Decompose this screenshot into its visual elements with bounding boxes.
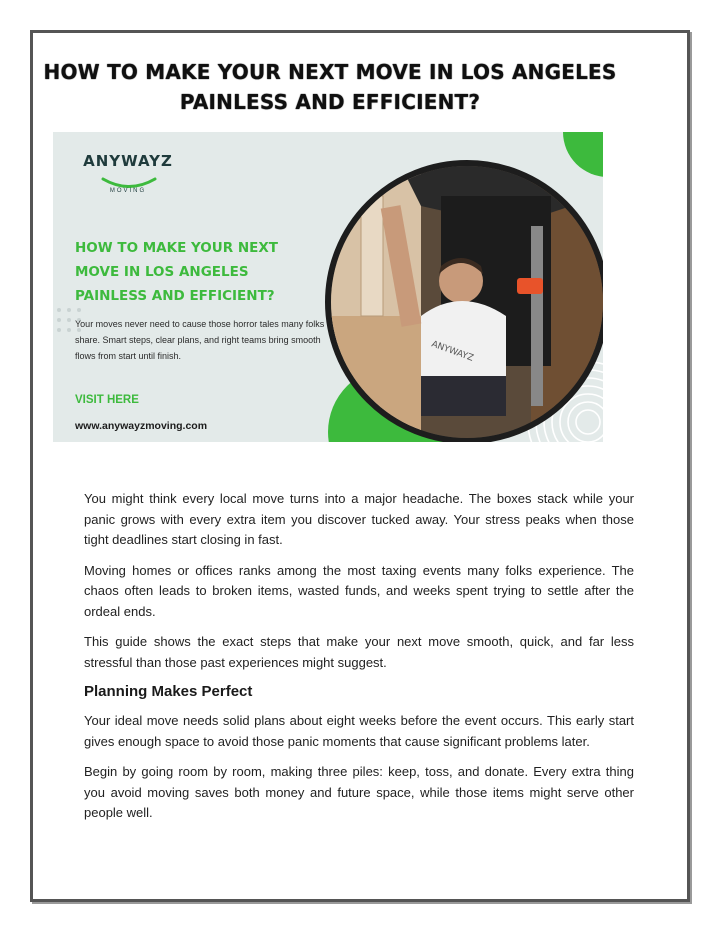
banner-body: Your moves never need to cause those horror tales many folks share. Smart steps, clear plans, and right teams bring smooth flows from start until finish. [75,319,325,361]
paragraph-intro-2: Moving homes or offices ranks among the most taxing events many folks experience. The chaos often leads to broken items, wasted funds, and weeks spent trying to settle after the ordeal ends. [84,562,634,619]
article-body [84,489,634,834]
paragraph-planning-1: Your ideal move needs solid plans about eight weeks before the event occurs. This early start gives enough space to avoid those panic moments that cause significant problems later. [84,713,634,749]
paragraph-intro-3: This guide shows the exact steps that make your next move smooth, quick, and far less stressful than those past experiences might suggest. [84,634,634,670]
website-url-link[interactable]: www.anywayzmoving.com [75,420,208,432]
banner-headline: HOW TO MAKE YOUR NEXT MOVE IN LOS ANGELES PAINLESS AND EFFICIENT? [75,240,278,304]
mover-illustration [331,166,603,438]
visit-here-link[interactable]: VISIT HERE [75,394,139,406]
paragraph-intro-1: You might think every local move turns into a major headache. The boxes stack while your panic grows with every extra item you discover tucked away. Your stress peaks when those tight deadlines start closing in fast. [84,491,634,547]
document-title: HOW TO MAKE YOUR NEXT MOVE IN LOS ANGELES PAINLESS AND EFFICIENT? [43,60,617,114]
green-circle-top-right [553,132,603,202]
shirt-logo-text: ANYWAYZ [429,339,475,364]
logo-name: ANYWAYZ [83,152,173,170]
paragraph-planning-2: Begin by going room by room, making three piles: keep, toss, and donate. Every extra thing you avoid moving saves both money and future space, while those items might serve other people well. [84,764,634,820]
anywayz-logo [83,150,173,200]
mover-photo [325,160,603,442]
hero-banner[interactable] [53,132,603,442]
section-heading-planning: Planning Makes Perfect [84,683,253,700]
logo-sub: MOVING [109,188,147,194]
